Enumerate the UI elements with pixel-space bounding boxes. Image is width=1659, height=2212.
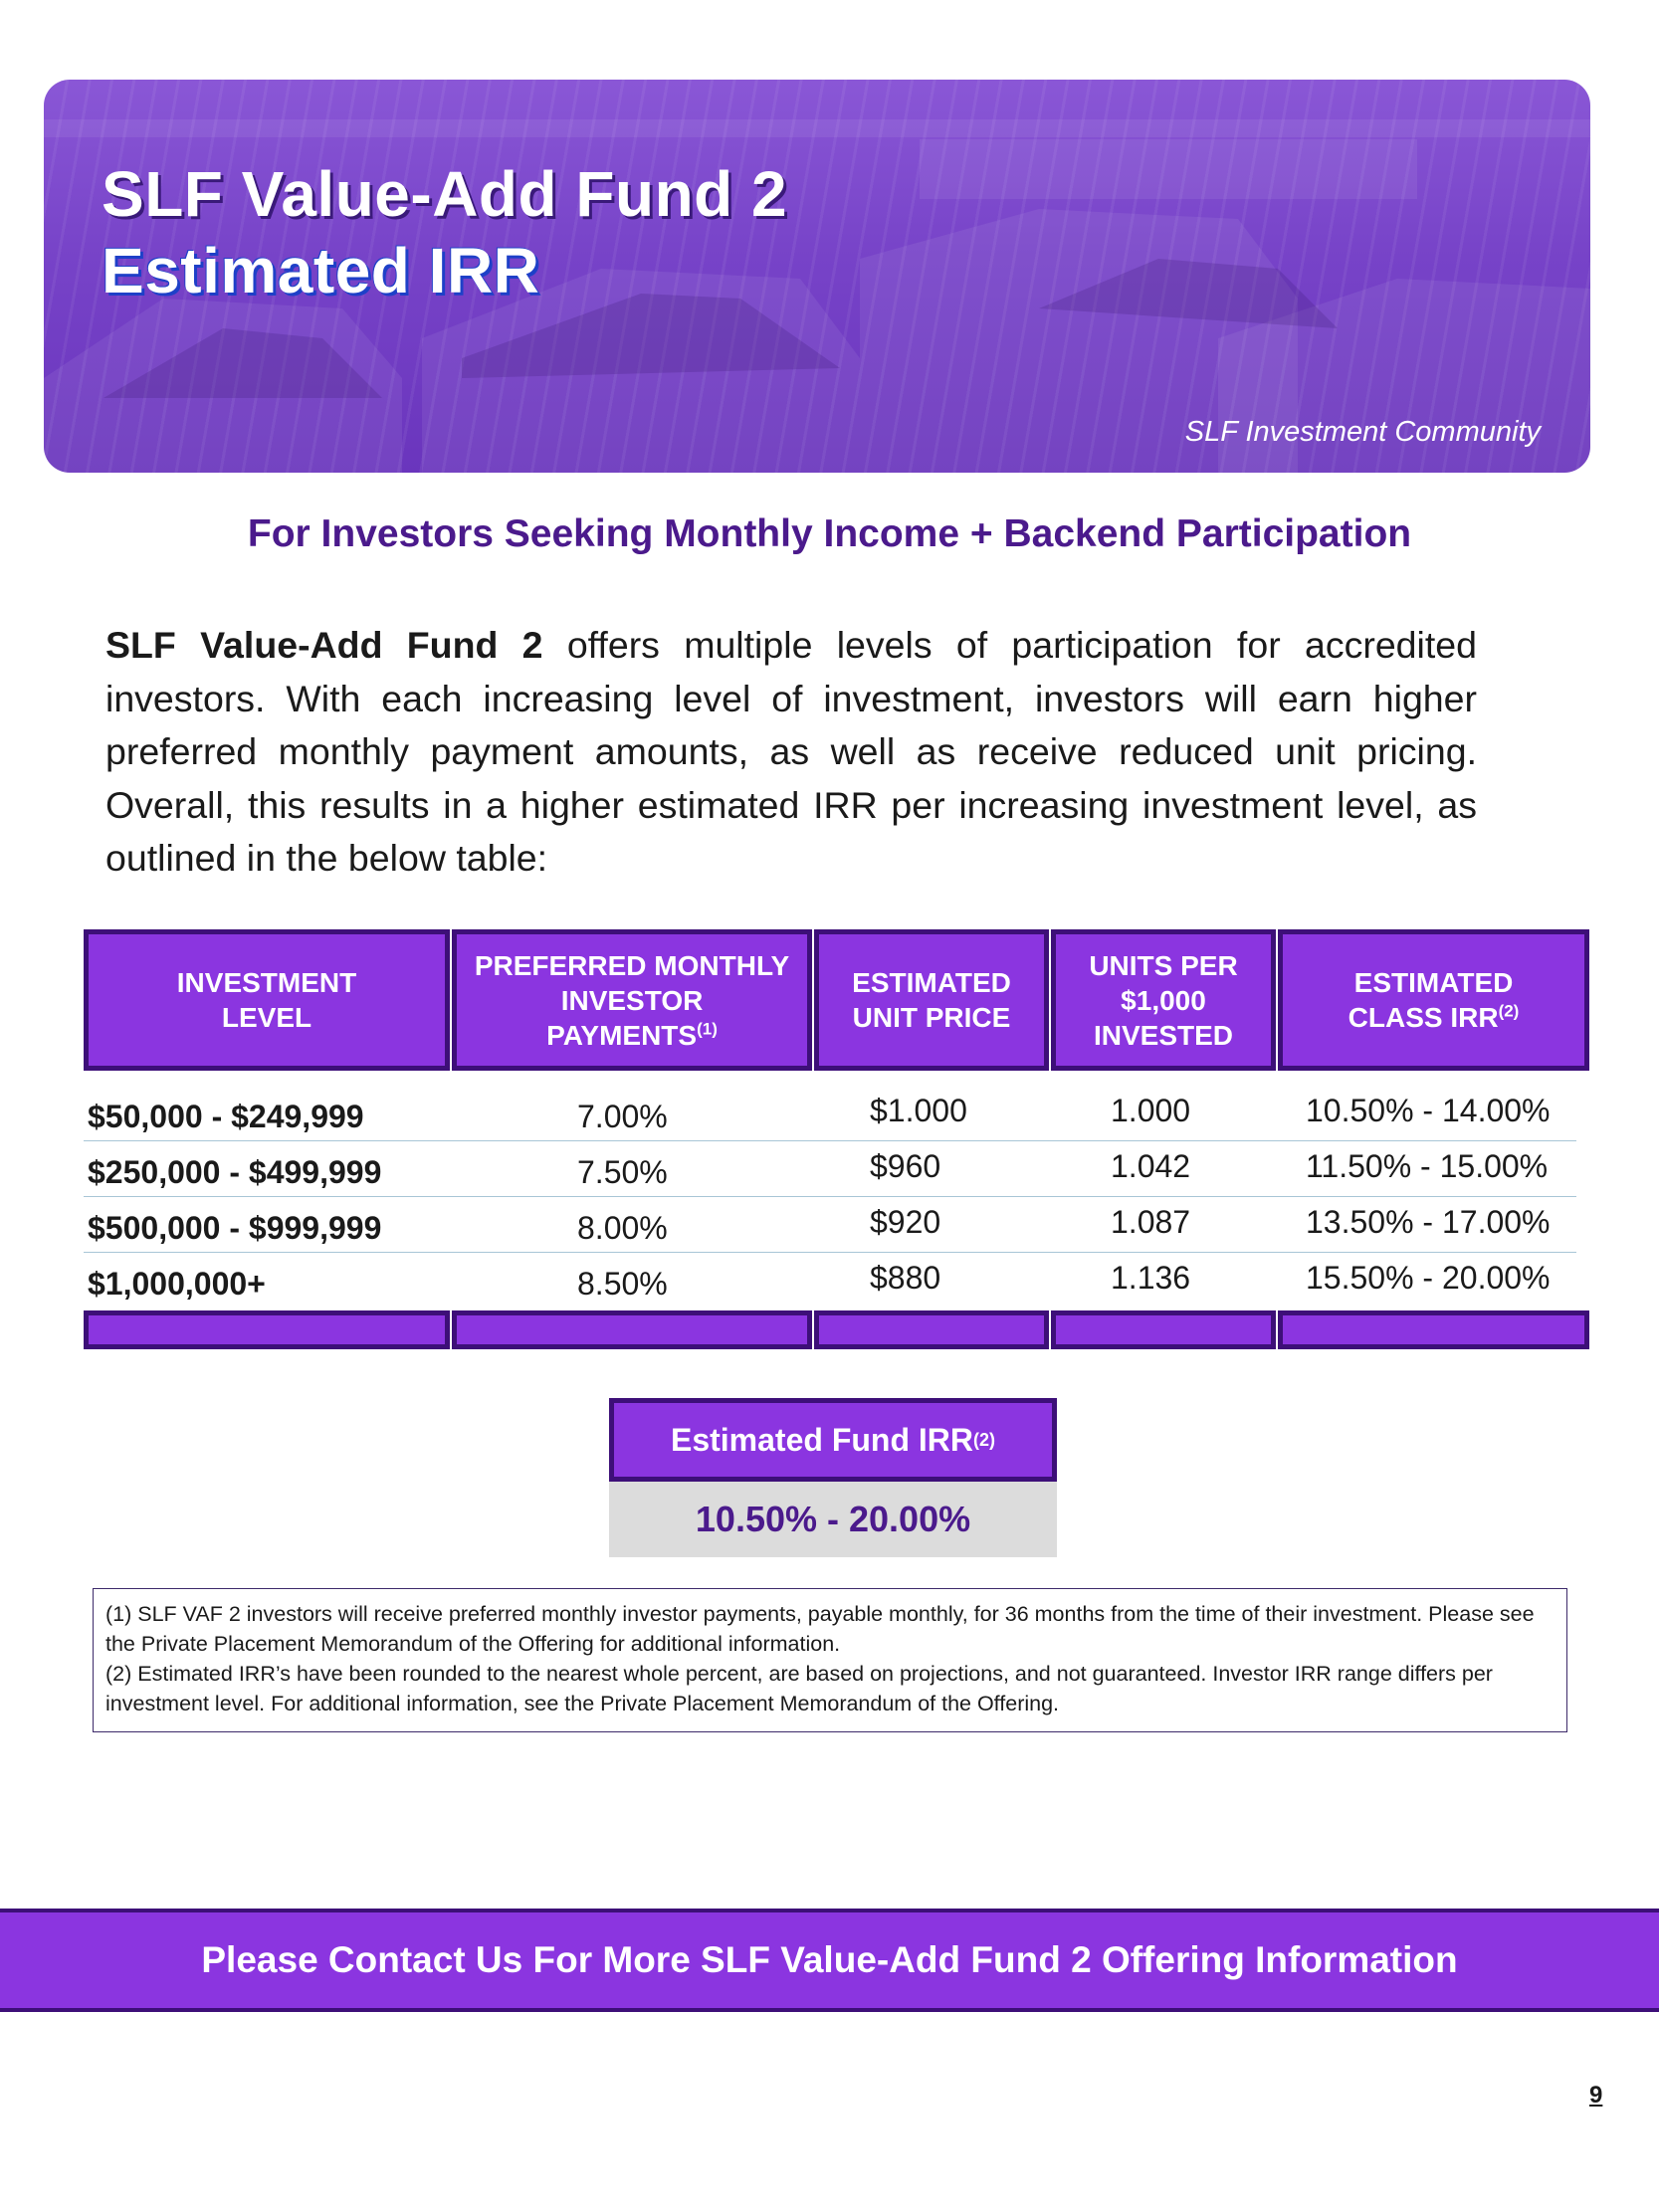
cell-unit-price: $1.000 (870, 1093, 967, 1128)
header-class-irr (1278, 929, 1589, 1071)
cell-investment-level: $250,000 - $499,999 (88, 1154, 382, 1190)
cell-payment: 8.50% (577, 1266, 668, 1302)
cell-payment: 7.50% (577, 1154, 668, 1190)
table-footer-cell (1051, 1310, 1276, 1349)
title-line-1: SLF Value-Add Fund 2 (102, 158, 788, 230)
header-unit-price (814, 929, 1049, 1071)
cell-investment-level: $1,000,000+ (88, 1266, 266, 1302)
cell-units: 1.087 (1111, 1204, 1191, 1240)
cell-class-irr: 13.50% - 17.00% (1306, 1204, 1551, 1240)
table-row (84, 1252, 1576, 1307)
cell-class-irr: 15.50% - 20.00% (1306, 1260, 1551, 1296)
cell-investment-level: $500,000 - $999,999 (88, 1210, 382, 1246)
fund-irr-label-text: Estimated Fund IRR (670, 1421, 973, 1458)
footnotes-box (93, 1588, 1567, 1732)
table-footer-cell (814, 1310, 1049, 1349)
community-caption: SLF Investment Community (1184, 416, 1541, 448)
cell-class-irr: 11.50% - 15.00% (1306, 1148, 1549, 1184)
header-label: ESTIMATED UNIT PRICE (852, 967, 1011, 1033)
cell-units: 1.042 (1111, 1148, 1191, 1184)
header-investment-level (84, 929, 450, 1071)
title-line-2: Estimated IRR (102, 235, 540, 306)
footnote-marker: (1) (697, 1019, 718, 1039)
section-subtitle: For Investors Seeking Monthly Income + Backend Participation (247, 512, 1412, 555)
footnote-2: (2) Estimated IRR’s have been rounded to the nearest whole percent, are based on projections, and not guaranteed. Investor IRR range differs per investment level. For additional information, see the Private Placement Memorandum of the Offering. (105, 1662, 1493, 1715)
header-label: PREFERRED MONTHLY INVESTOR PAYMENTS (474, 949, 790, 1051)
table-footer-cell (452, 1310, 812, 1349)
header-units-per-1000 (1051, 929, 1276, 1071)
header-label: ESTIMATED CLASS IRR (1348, 967, 1514, 1033)
intro-paragraph (105, 619, 1477, 886)
cell-unit-price: $960 (870, 1148, 941, 1184)
cell-unit-price: $920 (870, 1204, 941, 1240)
cell-units: 1.000 (1111, 1093, 1191, 1128)
header-label: INVESTMENT LEVEL (176, 967, 357, 1033)
header-label: UNITS PER $1,000 INVESTED (1089, 949, 1238, 1051)
header-preferred-payments (452, 929, 812, 1071)
cell-payment: 8.00% (577, 1210, 668, 1246)
table-footer-cell (84, 1310, 450, 1349)
table-row (84, 1140, 1576, 1197)
cell-payment: 7.00% (577, 1099, 668, 1134)
page-number: 9 (1589, 2082, 1603, 2109)
intro-lead: SLF Value-Add Fund 2 (105, 624, 543, 666)
contact-banner: Please Contact Us For More SLF Value-Add Fund 2 Offering Information (0, 1909, 1659, 2012)
cell-units: 1.136 (1111, 1260, 1191, 1296)
intro-text: offers multiple levels of participation for accredited investors. With each increasing level of investment, investors will earn higher preferred monthly payment amounts, as well as receive reduced unit pricing. Overall, this results in a higher estimated IRR per increasing investment level, as outlined in the below table: (105, 624, 1477, 879)
footnote-marker: (2) (1498, 1001, 1520, 1021)
cell-unit-price: $880 (870, 1260, 941, 1296)
fund-irr-label: Estimated Fund IRR (2) (609, 1398, 1057, 1482)
table-row (84, 1196, 1576, 1253)
cell-investment-level: $50,000 - $249,999 (88, 1099, 364, 1134)
cell-class-irr: 10.50% - 14.00% (1306, 1093, 1551, 1128)
table-row (84, 1085, 1576, 1141)
footnote-1: (1) SLF VAF 2 investors will receive preferred monthly investor payments, payable monthly, for 36 months from the time of their investment. Please see the Private Placement Memorandum of the Offering for additional information. (105, 1602, 1535, 1656)
fund-irr-value: 10.50% - 20.00% (609, 1482, 1057, 1557)
header-banner (44, 80, 1590, 473)
table-footer-cell (1278, 1310, 1589, 1349)
